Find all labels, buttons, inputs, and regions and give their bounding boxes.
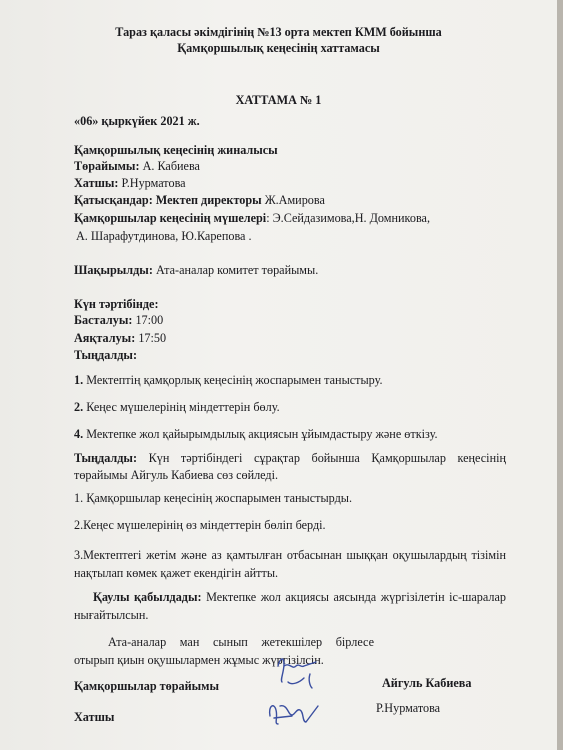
point-item: 2.Кеңес мүшелерінің өз міндеттерін бөліп берді.: [74, 518, 326, 532]
agenda-item: [74, 400, 280, 415]
invited-value: Ата-аналар комитет төрайымы.: [152, 263, 319, 277]
decision-text: Мектепке жол акциясы аясында жүргізілетін іс-шаралар нығайтылсын.: [74, 590, 507, 622]
document-date: «06» қыркүйек 2021 ж.: [74, 114, 200, 128]
members-line-2: А. Шарафутдинова, Ю.Карепова .: [76, 229, 252, 243]
chair-signature: [270, 652, 330, 692]
agenda-item-number: 4.: [74, 427, 84, 441]
document-title: ХАТТАМА № 1: [235, 93, 322, 107]
end-label: Аяқталуы:: [74, 331, 136, 345]
members-value: : Э.Сейдазимова,Н. Домникова,: [266, 211, 430, 225]
attendees-line: [74, 193, 325, 208]
secretary-label: Хатшы:: [74, 176, 119, 190]
heard-label: Тыңдалды:: [74, 348, 138, 362]
invited-label: Шақырылды:: [74, 263, 153, 277]
heard-paragraph: [74, 450, 506, 484]
secretary-value: Р.Нурматова: [118, 176, 186, 190]
point-item: 3.Мектептегі жетім және аз қамтылған отбасынан шыққан оқушылардың тізімін нақтылап көмек қажет екендігін айтты.: [74, 548, 506, 580]
parents-paragraph: Ата-аналар ман сынып жетекшілер бірлесе отырып қиын оқушылармен жұмыс жүргізілсін.: [74, 635, 374, 667]
end-value: 17:50: [135, 331, 167, 345]
decision-paragraph: [74, 588, 506, 624]
sign-secretary-label: Хатшы: [74, 710, 115, 724]
agenda-label: Күн тәртібінде:: [74, 297, 159, 311]
agenda-item: [74, 373, 383, 388]
attendees-value: Ж.Амирова: [261, 193, 325, 207]
secretary-signature: [262, 696, 326, 730]
agenda-item: [74, 427, 438, 442]
start-label: Басталуы:: [74, 313, 133, 327]
agenda-item-text: Мектептің қамқорлық кеңесінің жоспарымен таныстыру.: [83, 373, 383, 387]
point-item: 1. Қамқоршылар кеңесінің жоспарымен таныстырды.: [74, 491, 353, 505]
decision-label: Қаулы қабылдады:: [93, 590, 202, 604]
attendees-label: Қатысқандар: Мектеп директоры: [74, 193, 262, 207]
chair-value: А. Кабиева: [139, 159, 200, 173]
heard2-label: Тыңдалды:: [74, 451, 138, 465]
start-time-line: [74, 313, 163, 328]
heard2-text: Күн тәртібіндегі сұрақтар бойынша Қамқоршылар кеңесінің төрайымы Айгуль Кабиева сөз сөйледі.: [74, 451, 506, 482]
invited-line: [74, 263, 318, 278]
end-time-line: [74, 331, 166, 346]
page-edge: [557, 0, 563, 750]
agenda-item-number: 2.: [74, 400, 84, 414]
header-line-2: Қамқоршылық кеңесінің хаттамасы: [177, 41, 380, 55]
start-value: 17:00: [132, 313, 164, 327]
agenda-item-text: Кеңес мүшелерінің міндеттерін бөлу.: [83, 400, 280, 414]
members-label: Қамқоршылар кеңесінің мүшелері: [74, 211, 267, 225]
sign-secretary-name: Р.Нурматова: [376, 701, 441, 715]
agenda-item-number: 1.: [74, 373, 84, 387]
members-line: [74, 211, 430, 226]
agenda-item-text: Мектепке жол қайырымдылық акциясын ұйымдастыру және өткізу.: [83, 427, 438, 441]
chair-label: Төрайымы:: [74, 159, 140, 173]
meeting-heading: Қамқоршылық кеңесінің жиналысы: [74, 143, 278, 157]
sign-chair-name: Айгуль Кабиева: [382, 676, 472, 690]
sign-chair-label: Қамқоршылар төрайымы: [74, 679, 219, 693]
secretary-line: [74, 176, 186, 191]
chair-line: [74, 159, 200, 174]
header-line-1: Тараз қаласы әкімдігінің №13 орта мектеп КММ бойынша: [115, 25, 442, 39]
